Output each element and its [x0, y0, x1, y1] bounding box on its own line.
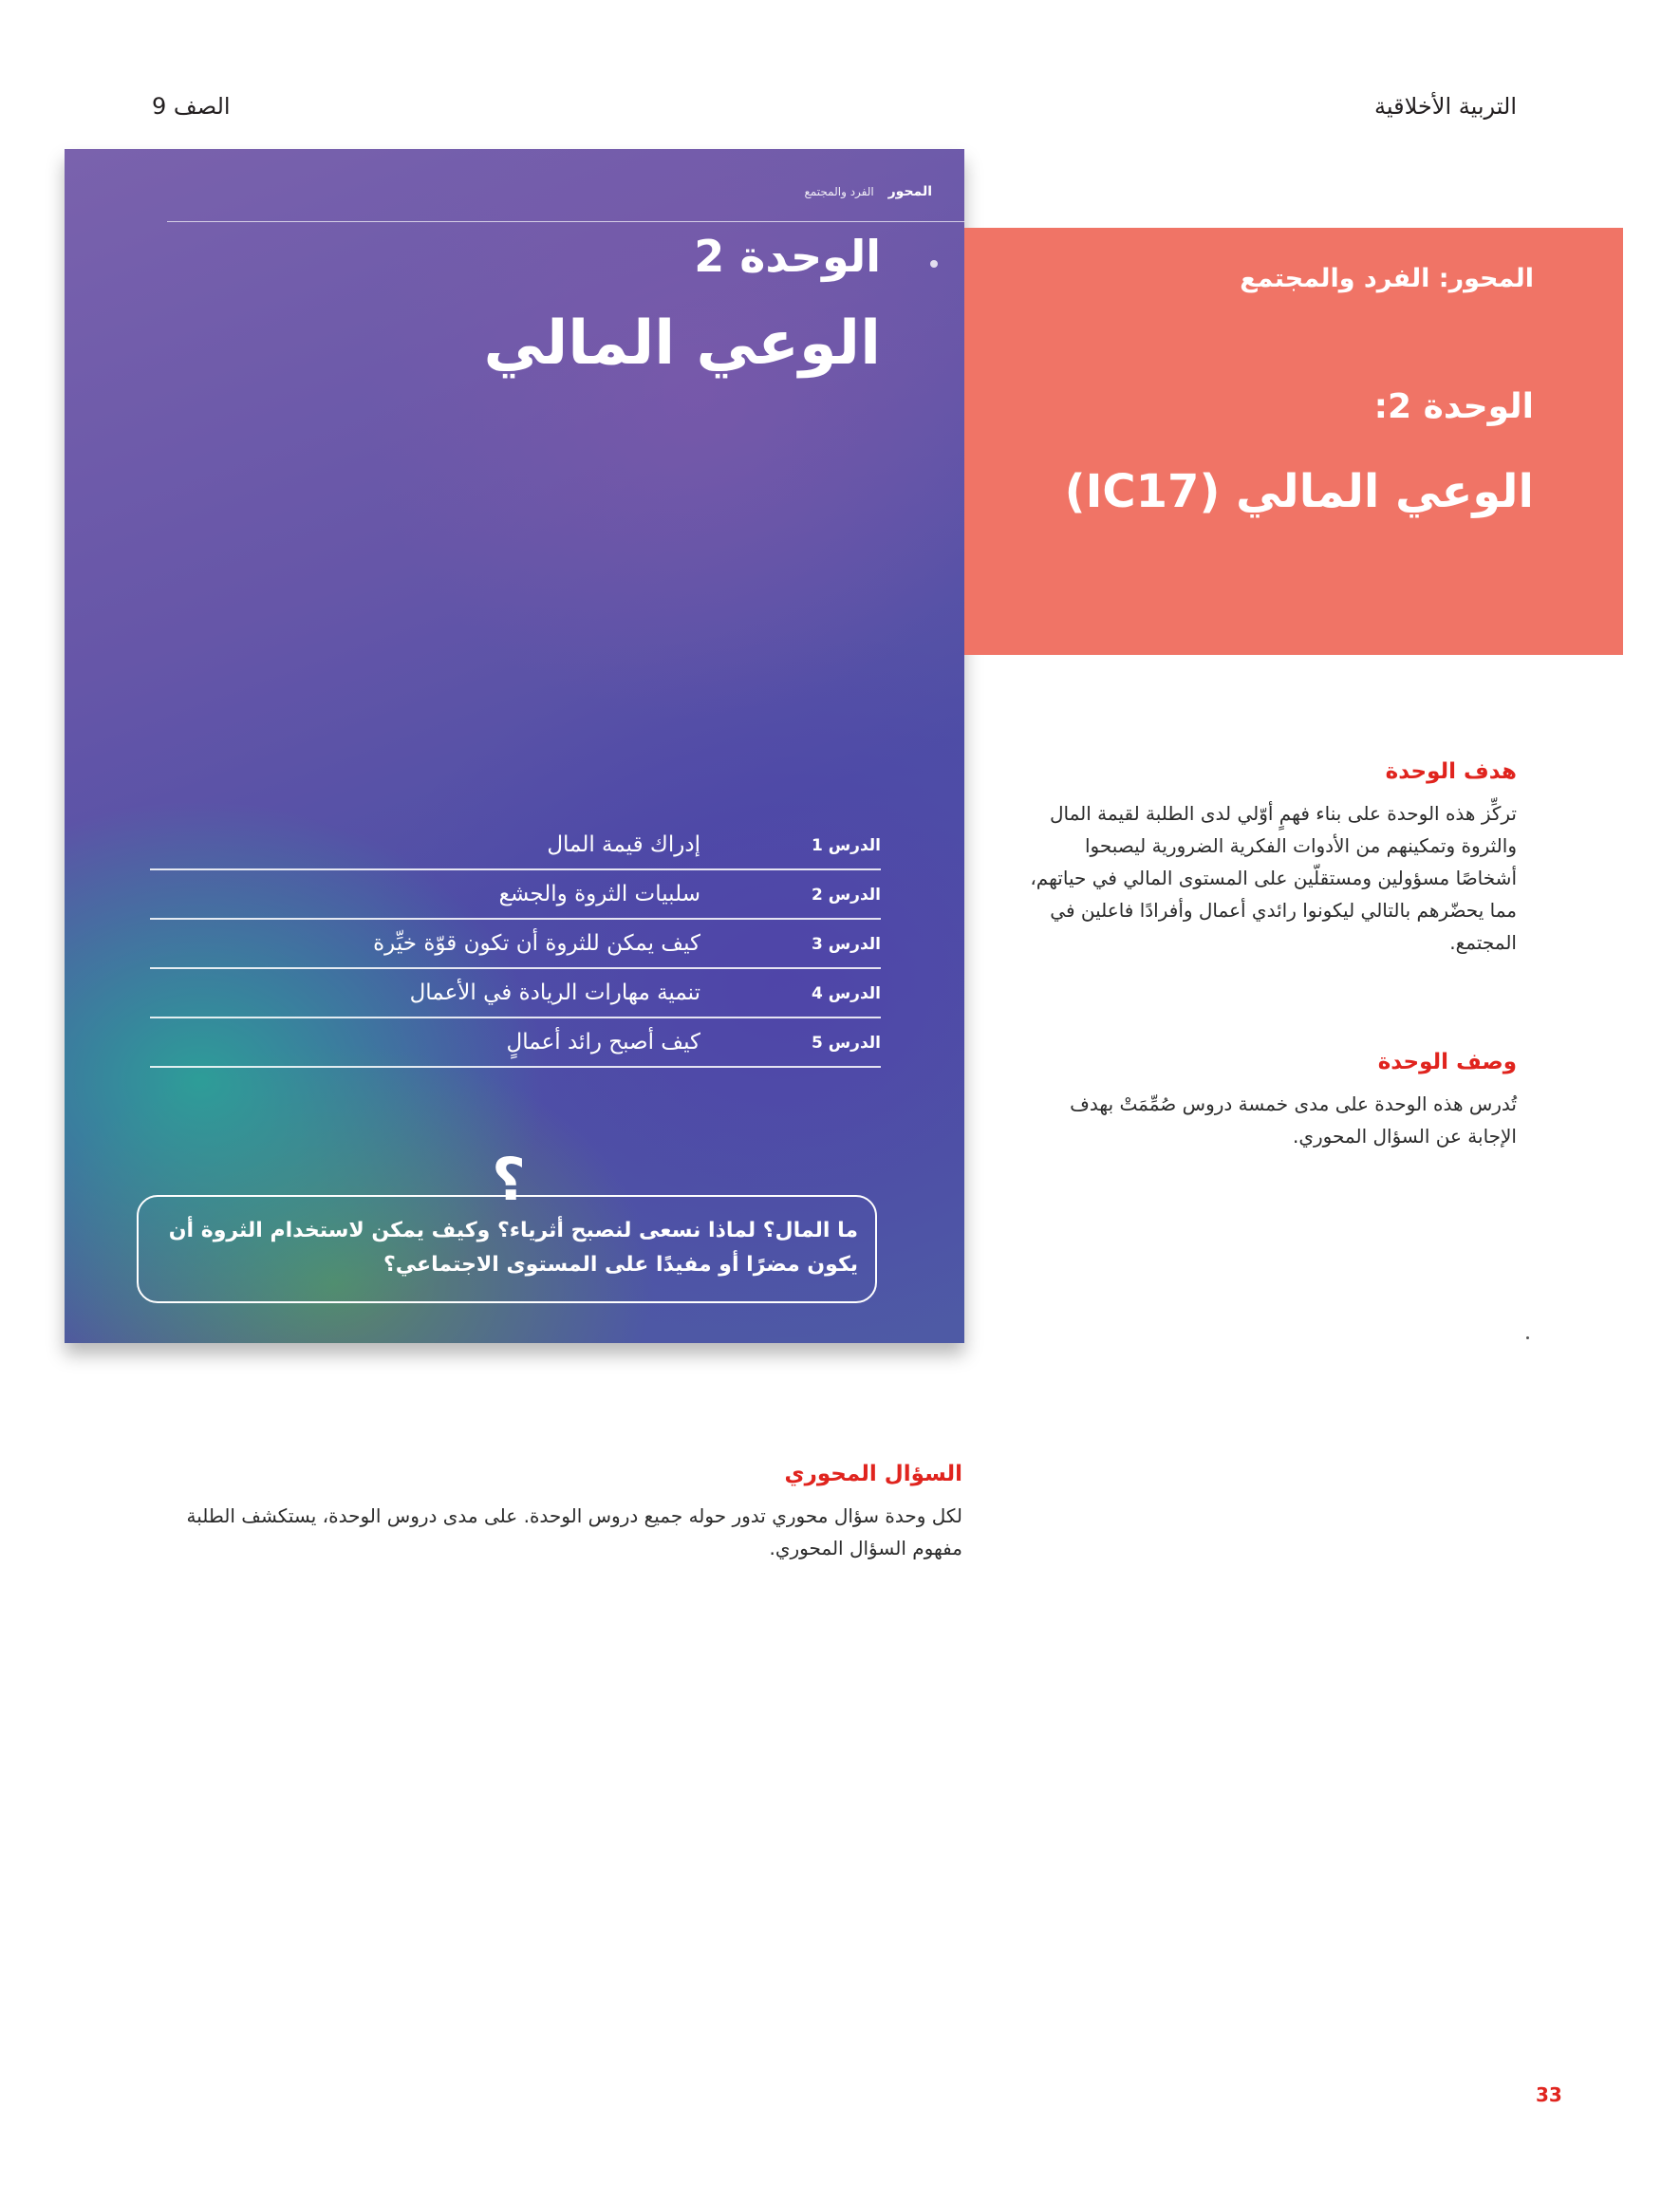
lesson-number: الدرس 1 — [811, 836, 881, 855]
central-question-paragraph: لكل وحدة سؤال محوري تدور حوله جميع دروس الوحدة. على مدى دروس الوحدة، يستكشف الطلبة مفهوم السؤال المحوري. — [186, 1504, 962, 1559]
cover-axis-label: المحور — [887, 184, 932, 199]
panel-unit: الوحدة 2: — [1373, 387, 1534, 426]
unit-title-panel — [964, 228, 1623, 655]
page-number: 33 — [1536, 2083, 1562, 2106]
lesson-row — [150, 969, 881, 1018]
unit-description-text: تُدرس هذه الوحدة على مدى خمسة دروس صُمِّمَتْ بهدف الإجابة عن السؤال المحوري. — [1070, 1092, 1517, 1148]
unit-description-heading: وصف الوحدة — [1377, 1050, 1517, 1074]
unit-goal-heading: هدف الوحدة — [1385, 759, 1517, 784]
lesson-row — [150, 821, 881, 870]
panel-title: الوعي المالي (IC17) — [1064, 465, 1534, 518]
lesson-row — [150, 1018, 881, 1068]
lesson-title: سلبيات الثروة والجشع — [498, 882, 700, 906]
lesson-title: إدراك قيمة المال — [547, 832, 700, 857]
central-question-heading: السؤال المحوري — [784, 1462, 962, 1486]
lesson-row — [150, 870, 881, 920]
lesson-number: الدرس 3 — [811, 935, 881, 954]
unit-goal-text: تركِّز هذه الوحدة على بناء فهمٍ أوّلي لدى الطلبة لقيمة المال والثروة وتمكينهم من الأدوات الفكرية الضرورية ليصبحوا أشخاصًا مسؤولين ومستقلّين على المستوى المالي في حياتهم، مما يحضّرهم بالتالي ليكونوا رائدي أعمال وأفرادًا فاعلين في المجتمع. — [1030, 802, 1517, 954]
subject-header: التربية الأخلاقية — [1374, 93, 1517, 120]
cover-unit-title: الوعي المالي — [483, 308, 881, 379]
panel-axis: المحور: الفرد والمجتمع — [1240, 264, 1534, 293]
central-question-text: ما المال؟ لماذا نسعى لنصبح أثرياء؟ وكيف يمكن لاستخدام الثروة أن يكون مضرًا أو مفيدًا على المستوى الاجتماعي؟ — [168, 1219, 858, 1277]
cover-axis-tag — [804, 184, 932, 199]
lesson-number: الدرس 2 — [811, 886, 881, 905]
unit-cover-image — [65, 149, 964, 1343]
cover-dot — [930, 260, 938, 268]
grade-header: الصف 9 — [152, 93, 231, 120]
unit-goal-section — [1023, 759, 1517, 959]
stray-dot — [1526, 1336, 1529, 1339]
cover-axis-value: الفرد والمجتمع — [804, 185, 874, 198]
lesson-title: كيف يمكن للثروة أن تكون قوّة خيِّرة — [373, 931, 700, 956]
lesson-title: تنمية مهارات الريادة في الأعمال — [409, 980, 700, 1005]
unit-description-section — [1023, 1050, 1517, 1152]
lesson-number: الدرس 5 — [811, 1034, 881, 1053]
lesson-list — [150, 821, 881, 1068]
central-question-section — [184, 1462, 962, 1564]
lesson-row — [150, 920, 881, 969]
cover-unit-number: الوحدة 2 — [694, 231, 881, 282]
lesson-number: الدرس 4 — [811, 984, 881, 1003]
lesson-title: كيف أصبح رائد أعمالٍ — [506, 1030, 700, 1055]
question-mark-icon: ؟ — [492, 1145, 526, 1214]
